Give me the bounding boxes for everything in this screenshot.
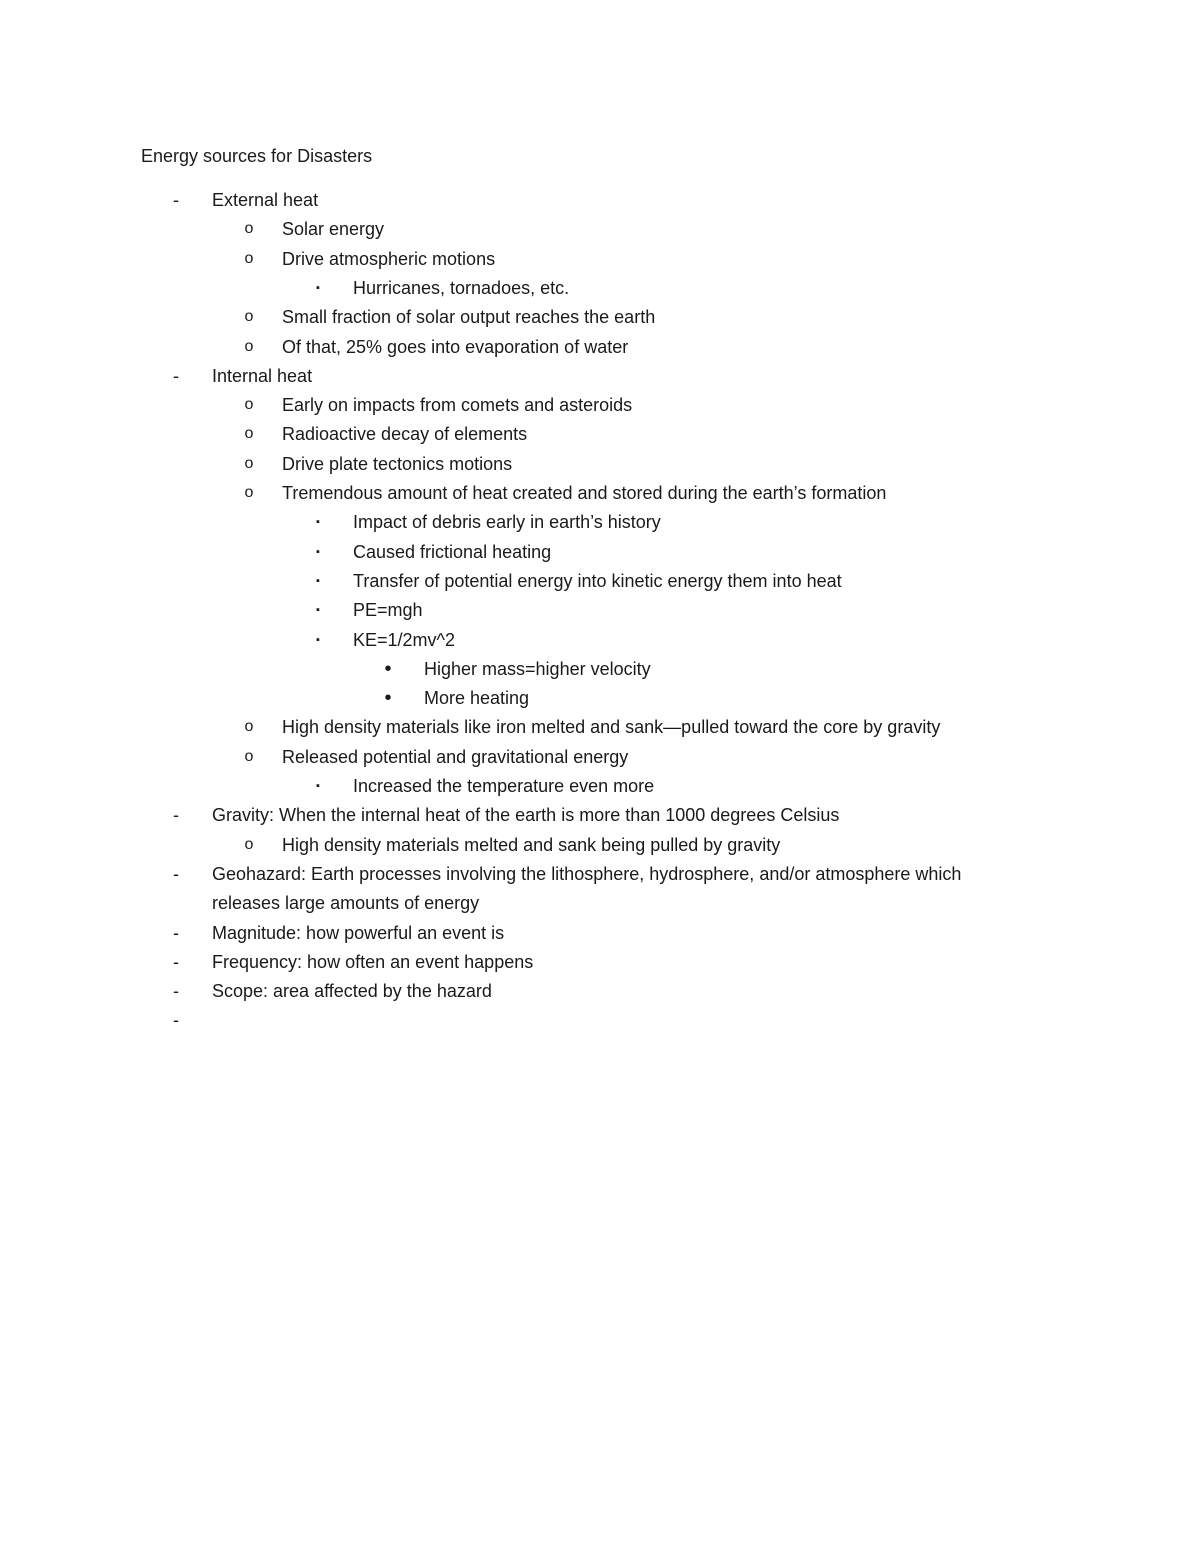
- list-item-text: Scope: area affected by the hazard: [212, 981, 492, 1001]
- square-bullet-icon: ▪: [316, 282, 320, 294]
- list-item-text: Of that, 25% goes into evaporation of water: [282, 337, 629, 357]
- list-item-text: Transfer of potential energy into kinetic energy them into heat: [353, 571, 842, 591]
- list-item-text: Frequency: how often an event happens: [212, 952, 534, 972]
- list-item-text: Internal heat: [212, 366, 313, 386]
- square-bullet-icon: ▪: [316, 546, 320, 558]
- list-item-text: High density materials like iron melted and sank—pulled toward the core by gravity: [282, 717, 941, 737]
- list-item-text: Drive plate tectonics motions: [282, 454, 513, 474]
- list-item-text: Tremendous amount of heat created and stored during the earth’s formation: [282, 483, 887, 503]
- circle-bullet-icon: o: [244, 836, 254, 853]
- circle-bullet-icon: o: [244, 250, 254, 267]
- list-item-text: Solar energy: [282, 219, 385, 239]
- circle-bullet-icon: o: [244, 748, 254, 765]
- list-item-text: Small fraction of solar output reaches the earth: [282, 307, 656, 327]
- circle-bullet-icon: o: [244, 455, 254, 472]
- list-item-text: Released potential and gravitational energy: [282, 747, 629, 767]
- list-item-text: PE=mgh: [353, 600, 423, 620]
- dash-marker: -: [173, 805, 179, 825]
- list-item-text: Caused frictional heating: [353, 542, 552, 562]
- list-item-text: Magnitude: how powerful an event is: [212, 923, 505, 943]
- list-item-text: High density materials melted and sank being pulled by gravity: [282, 835, 781, 855]
- dot-bullet-icon: •: [384, 687, 392, 709]
- circle-bullet-icon: o: [244, 338, 254, 355]
- circle-bullet-icon: o: [244, 484, 254, 501]
- square-bullet-icon: ▪: [316, 516, 320, 528]
- list-item-text: Geohazard: Earth processes involving the lithosphere, hydrosphere, and/or atmosphere which: [212, 864, 962, 884]
- square-bullet-icon: ▪: [316, 604, 320, 616]
- dash-marker: -: [173, 1010, 179, 1030]
- circle-bullet-icon: o: [244, 718, 254, 735]
- square-bullet-icon: ▪: [316, 634, 320, 646]
- dash-marker: -: [173, 981, 179, 1001]
- list-item-text: Hurricanes, tornadoes, etc.: [353, 278, 570, 298]
- circle-bullet-icon: o: [244, 220, 254, 237]
- list-item-text: Increased the temperature even more: [353, 776, 655, 796]
- dash-marker: -: [173, 864, 179, 884]
- circle-bullet-icon: o: [244, 425, 254, 442]
- list-item-text: Higher mass=higher velocity: [424, 659, 651, 679]
- circle-bullet-icon: o: [244, 308, 254, 325]
- list-item-text: Gravity: When the internal heat of the earth is more than 1000 degrees Celsius: [212, 805, 840, 825]
- dot-bullet-icon: •: [384, 658, 392, 680]
- square-bullet-icon: ▪: [316, 780, 320, 792]
- dash-marker: -: [173, 190, 179, 210]
- dash-marker: -: [173, 366, 179, 386]
- list-item-text: Impact of debris early in earth’s history: [353, 512, 661, 532]
- list-item-text: More heating: [424, 688, 530, 708]
- dash-marker: -: [173, 952, 179, 972]
- circle-bullet-icon: o: [244, 396, 254, 413]
- dash-marker: -: [173, 923, 179, 943]
- list-item-text: KE=1/2mv^2: [353, 630, 455, 650]
- document-title: Energy sources for Disasters: [141, 146, 373, 166]
- list-item-text: Drive atmospheric motions: [282, 249, 496, 269]
- list-item-text: Early on impacts from comets and asteroids: [282, 395, 633, 415]
- list-item-text: External heat: [212, 190, 319, 210]
- list-item-text: releases large amounts of energy: [212, 893, 480, 913]
- square-bullet-icon: ▪: [316, 575, 320, 587]
- list-item-text: Radioactive decay of elements: [282, 424, 528, 444]
